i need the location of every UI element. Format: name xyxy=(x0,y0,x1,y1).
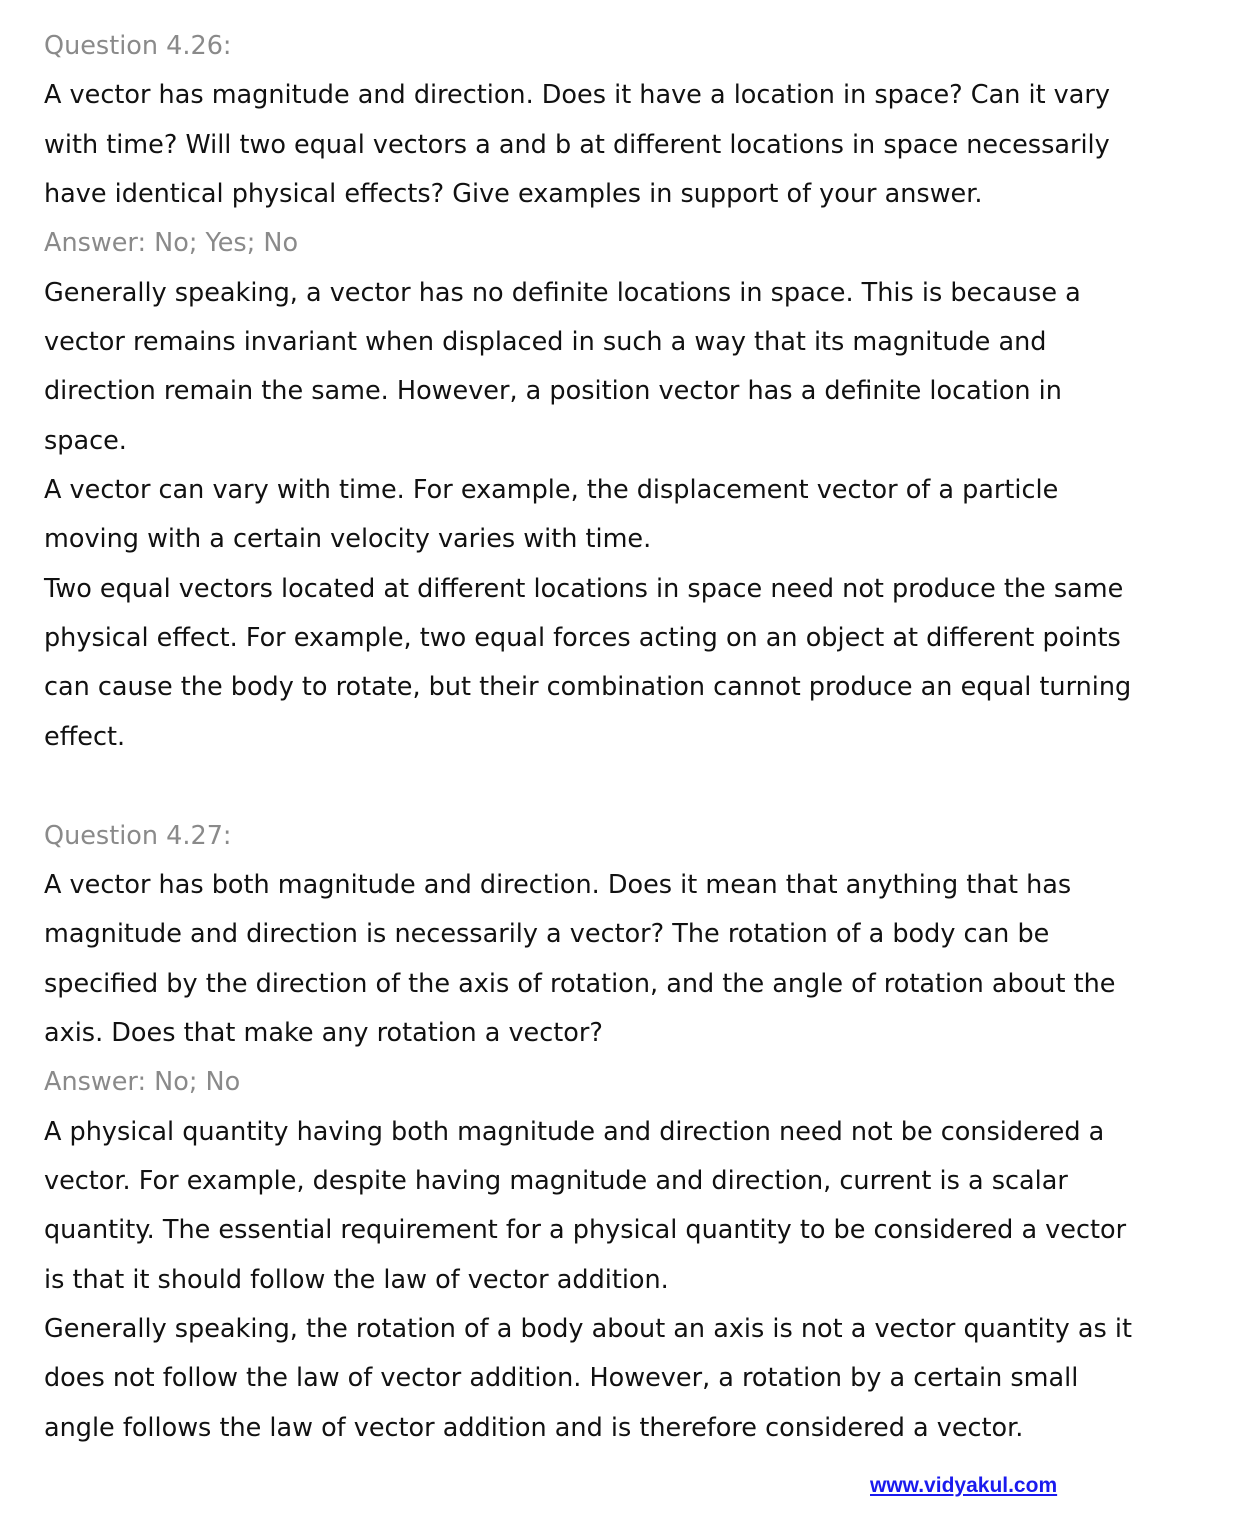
answer-text-line: direction remain the same. However, a position vector has a definite location in xyxy=(44,376,1062,407)
question-4-27 xyxy=(44,812,1214,1453)
question-text-line: magnitude and direction is necessarily a vector? The rotation of a body can be xyxy=(44,919,1050,950)
answer-text-line: angle follows the law of vector addition and is therefore considered a vector. xyxy=(44,1412,1024,1443)
answer-text-line: physical effect. For example, two equal forces acting on an object at different points xyxy=(44,623,1121,654)
answer-text-line: is that it should follow the law of vector addition. xyxy=(44,1264,669,1295)
answer-text-line: can cause the body to rotate, but their combination cannot produce an equal turning xyxy=(44,672,1132,703)
answer-text-line: A physical quantity having both magnitude and direction need not be considered a xyxy=(44,1116,1105,1147)
question-text-line: A vector has magnitude and direction. Does it have a location in space? Can it vary xyxy=(44,80,1110,111)
question-text-line: have identical physical effects? Give examples in support of your answer. xyxy=(44,179,983,210)
answer-text-line: A vector can vary with time. For example, the displacement vector of a particle xyxy=(44,475,1059,506)
document-page xyxy=(44,22,1214,1453)
answer-text-line: vector remains invariant when displaced in such a way that its magnitude and xyxy=(44,327,1047,358)
answer-label: Answer: No; Yes; No xyxy=(44,228,299,259)
website-link[interactable]: www.vidyakul.com xyxy=(870,1474,1058,1497)
answer-text-line: space. xyxy=(44,425,127,456)
section-spacer xyxy=(44,762,1214,811)
answer-text-line: quantity. The essential requirement for a physical quantity to be considered a vector xyxy=(44,1215,1127,1246)
question-heading: Question 4.27: xyxy=(44,820,232,851)
question-4-26 xyxy=(44,22,1214,762)
answer-text-line: Generally speaking, the rotation of a body about an axis is not a vector quantity as it xyxy=(44,1313,1132,1344)
answer-text-line: vector. For example, despite having magnitude and direction, current is a scalar xyxy=(44,1165,1068,1196)
question-text-line: with time? Will two equal vectors a and b at different locations in space necessarily xyxy=(44,129,1110,160)
answer-text-line: does not follow the law of vector addition. However, a rotation by a certain small xyxy=(44,1363,1079,1394)
answer-label: Answer: No; No xyxy=(44,1067,241,1098)
answer-text-line: moving with a certain velocity varies with time. xyxy=(44,524,652,555)
question-text-line: specified by the direction of the axis of rotation, and the angle of rotation about the xyxy=(44,968,1116,999)
question-heading: Question 4.26: xyxy=(44,31,232,61)
answer-text-line: Generally speaking, a vector has no definite locations in space. This is because a xyxy=(44,277,1081,308)
answer-text-line: Two equal vectors located at different locations in space need not produce the same xyxy=(44,573,1124,604)
question-text-line: axis. Does that make any rotation a vector? xyxy=(44,1017,603,1048)
answer-text-line: effect. xyxy=(44,721,126,752)
question-text-line: A vector has both magnitude and direction. Does it mean that anything that has xyxy=(44,869,1072,900)
